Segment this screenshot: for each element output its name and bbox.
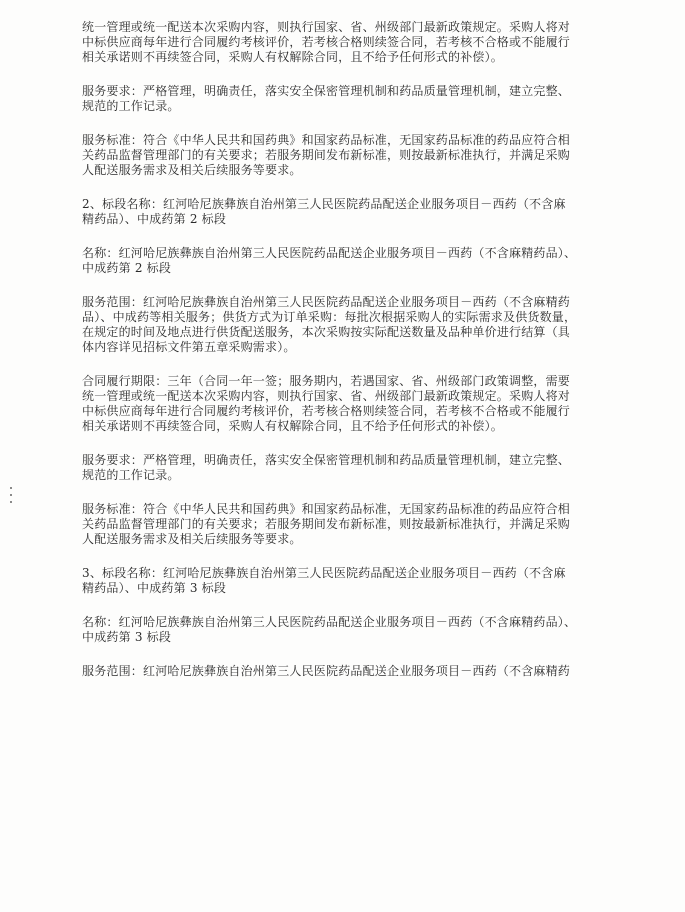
paragraph: [82, 197, 617, 227]
paragraph: [82, 295, 617, 355]
text-line: 体内容详见招标文件第五章采购需求）。: [82, 340, 296, 354]
text-line: 精药品）、中成药第 3 标段: [82, 581, 227, 595]
text-line: 规范的工作记录。: [82, 99, 180, 113]
text-line: 品）、中成药等相关服务；供货方式为订单采购：每批次根据采购人的实际需求及供货数量，: [82, 310, 577, 324]
paragraph: [82, 374, 617, 434]
paragraph: [82, 133, 617, 178]
text-line: 服务要求：严格管理，明确责任，落实安全保密管理机制和药品质量管理机制，建立完整、: [82, 84, 571, 98]
text-line: 中标供应商每年进行合同履约考核评价，若考核合格则续签合同，若考核不合格或不能履行: [82, 35, 571, 49]
text-line: 人配送服务需求及相关后续服务等要求。: [82, 163, 302, 177]
text-line: 关药品监督管理部门的有关要求；若服务期间发布新标准，则按最新标准执行，并满足采购: [82, 517, 571, 531]
text-line: 服务标准：符合《中华人民共和国药典》和国家药品标准，无国家药品标准的药品应符合相: [82, 133, 571, 147]
text-line: 统一管理或统一配送本次采购内容，则执行国家、省、州级部门最新政策规定。采购人将对: [82, 20, 571, 34]
text-line: 统一管理或统一配送本次采购内容，则执行国家、省、州级部门最新政策规定。采购人将对: [82, 389, 571, 403]
text-line: 名称：红河哈尼族彝族自治州第三人民医院药品配送企业服务项目－西药（不含麻精药品）、: [82, 615, 577, 629]
text-line: 中成药第 3 标段: [82, 630, 172, 644]
paragraph: [82, 453, 617, 483]
paragraph: [82, 615, 617, 645]
paragraph: [82, 84, 617, 114]
text-line: 关药品监督管理部门的有关要求；若服务期间发布新标准，则按最新标准执行，并满足采购: [82, 148, 571, 162]
paragraph: [82, 664, 617, 679]
text-line: 服务范围：红河哈尼族彝族自治州第三人民医院药品配送企业服务项目－西药（不含麻精药: [82, 295, 571, 309]
paragraph: [82, 502, 617, 547]
text-line: 2、标段名称：红河哈尼族彝族自治州第三人民医院药品配送企业服务项目－西药（不含麻: [82, 197, 566, 211]
margin-dot: [10, 501, 12, 503]
text-line: 相关承诺则不再续签合同，采购人有权解除合同，且不给予任何形式的补偿）。: [82, 50, 504, 64]
binding-margin-marks: [10, 487, 14, 508]
text-line: 中成药第 2 标段: [82, 261, 172, 275]
text-line: 中标供应商每年进行合同履约考核评价，若考核合格则续签合同，若考核不合格或不能履行: [82, 404, 571, 418]
text-line: 3、标段名称：红河哈尼族彝族自治州第三人民医院药品配送企业服务项目－西药（不含麻: [82, 566, 566, 580]
text-line: 精药品）、中成药第 2 标段: [82, 212, 227, 226]
text-line: 在规定的时间及地点进行供货配送服务，本次采购按实际配送数量及品种单价进行结算（具: [82, 325, 571, 339]
paragraph: [82, 246, 617, 276]
text-line: 服务要求：严格管理，明确责任，落实安全保密管理机制和药品质量管理机制，建立完整、: [82, 453, 571, 467]
paragraph: [82, 566, 617, 596]
text-line: 服务标准：符合《中华人民共和国药典》和国家药品标准，无国家药品标准的药品应符合相: [82, 502, 571, 516]
text-line: 相关承诺则不再续签合同，采购人有权解除合同，且不给予任何形式的补偿）。: [82, 419, 504, 433]
document-page: [82, 20, 617, 679]
text-line: 合同履行期限：三年（合同一年一签；服务期内，若遇国家、省、州级部门政策调整，需要: [82, 374, 571, 388]
text-line: 规范的工作记录。: [82, 468, 180, 482]
margin-dot: [10, 487, 12, 489]
paragraph: [82, 20, 617, 65]
text-line: 人配送服务需求及相关后续服务等要求。: [82, 532, 302, 546]
text-line: 服务范围：红河哈尼族彝族自治州第三人民医院药品配送企业服务项目－西药（不含麻精药: [82, 664, 571, 678]
text-line: 名称：红河哈尼族彝族自治州第三人民医院药品配送企业服务项目－西药（不含麻精药品）、: [82, 246, 577, 260]
margin-dot: [10, 494, 12, 496]
